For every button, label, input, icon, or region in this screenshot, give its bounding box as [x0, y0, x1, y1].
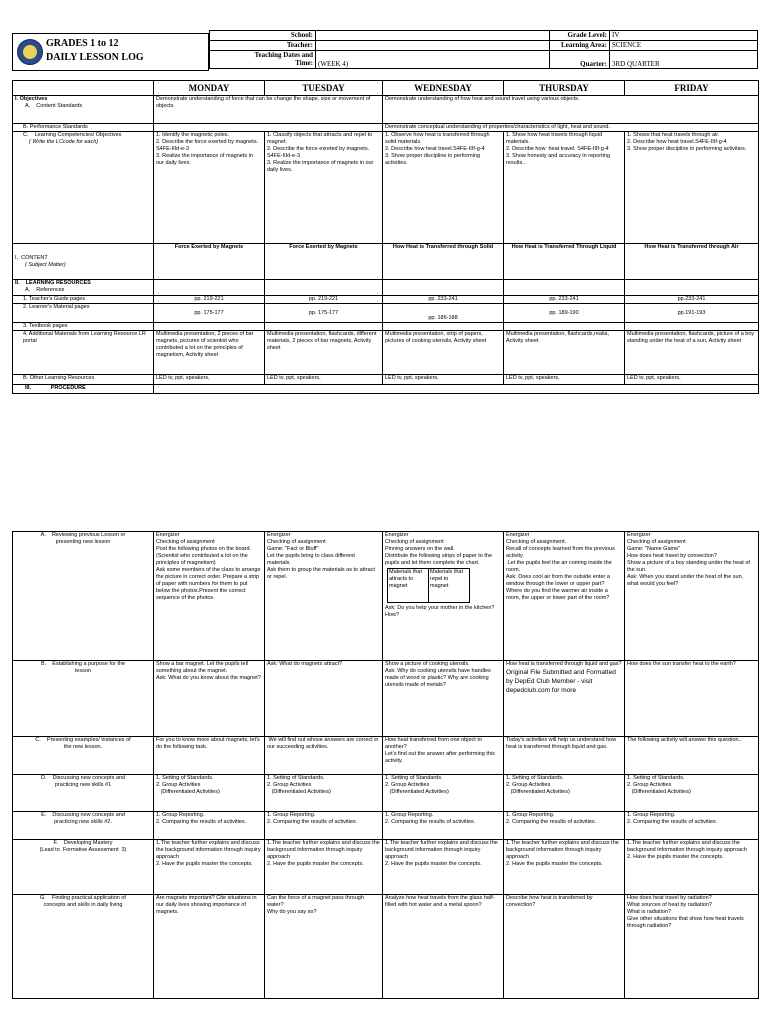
proc-f-wed: 1.The teacher further explains and discuss the background information through inquiry approach 2. Have the pupils master the concepts.: [383, 840, 504, 895]
content-mon: Force Exerted by Magnets: [154, 244, 265, 280]
proc-a-label-1: A. Reviewing previous Lesson or: [40, 532, 126, 538]
proc-f-row: [13, 840, 759, 895]
proc-f-tue: 1.The teacher further explains and discuss the background information through inquiry approach 2. Have the pupils master the concepts.: [265, 840, 383, 895]
comp-fri-2: 2. Describe how heat travel.S4FE-IIIf-g-4: [627, 139, 727, 145]
day-wednesday: WEDNESDAY: [383, 81, 504, 96]
proc-d-row: [13, 775, 759, 812]
other-thu: LED tv, ppt, speakers,: [504, 375, 625, 385]
additional-wed: Multimedia presentation, strip of papers, pictures of cooking utensils, Activity sheet: [383, 331, 504, 375]
proc-c-label: [13, 737, 154, 775]
subject-matter-note: ( Subject Matter): [25, 261, 66, 268]
quarter-label: Quarter:: [550, 51, 610, 69]
proc-e-label-1: E. Discussing new concepts and: [41, 812, 125, 818]
proc-c-mon: For you to know more about magnets, let's do the following task.: [154, 737, 265, 775]
day-header-row: [13, 81, 759, 96]
proc-b-thu-text: How heat is transferred through liquid and gas?: [506, 661, 622, 667]
content-fri: How Heat is Transferred through Air: [625, 244, 759, 280]
chart-repel-header: Materials that repel to magnet: [429, 569, 470, 603]
day-thursday: THURSDAY: [504, 81, 625, 96]
procedure-num: III.: [25, 385, 32, 391]
resources-label: [13, 280, 154, 296]
performance-standards-row: [13, 124, 759, 132]
teacher-label: Teacher:: [210, 41, 316, 51]
proc-d-label-2: practicing new skills #1: [54, 782, 112, 788]
content-std-label: A. Content Standards: [25, 103, 83, 109]
proc-a-fri: Energizer Checking of assignment Game: "Name Game" How does heat travel by convection? Show a picture of a boy standing under the heat of the sun. Ask: When you stand under the heat of the sun, what would you feel?: [625, 532, 759, 661]
title-line2: DAILY LESSON LOG: [46, 52, 144, 63]
textbook-tue: [265, 323, 383, 331]
resources-wed: [383, 280, 504, 296]
objectives-label: [13, 96, 154, 124]
proc-c-label-2: the new lesson.: [63, 744, 103, 750]
procedure-row: [13, 385, 759, 394]
proc-d-fri: 1. Setting of Standards. 2. Group Activities (Differentiated Activities): [625, 775, 759, 812]
proc-e-mon: 1. Group Reporting. 2. Comparing the results of activities.: [154, 812, 265, 840]
proc-f-label: [13, 840, 154, 895]
textbook-row: [13, 323, 759, 331]
tg-thu: pp. 233-241: [504, 296, 625, 304]
resources-row: [13, 280, 759, 296]
content-row: [13, 244, 759, 280]
proc-d-label-1: D. Discussing new concepts and: [40, 775, 126, 781]
other-tue: LED tv, ppt, speakers,: [265, 375, 383, 385]
proc-d-tue: 1. Setting of Standards. 2. Group Activities (Differentiated Activities): [265, 775, 383, 812]
proc-c-label-1: C. Presenting examples/ instances of: [35, 737, 131, 743]
proc-g-fri: How does heat travel by radiation? What sources of heat by radiation? What is radiation? Give other situations that show how heat travels through radiation?: [625, 895, 759, 999]
quarter-value: 3RD QUARTER: [610, 51, 758, 69]
grade-value: IV: [610, 31, 758, 41]
competencies-wed: [383, 132, 504, 244]
comp-tue-2: 2. Describe the force exreted by magnets. S4FE-IIId-e-3: [267, 146, 371, 159]
proc-g-wed: Analyze how heat travels from the glass half-filled with hot water and a metal spoon?: [383, 895, 504, 999]
lm-thu: pp. 189-190: [504, 304, 625, 323]
proc-b-label: [13, 661, 154, 737]
lm-tue: pp. 175-177: [265, 304, 383, 323]
proc-b-row: [13, 661, 759, 737]
proc-e-row: [13, 812, 759, 840]
proc-b-label-1: B. Establishing a purpose for the: [40, 661, 126, 667]
lm-mon: pp. 175-177: [154, 304, 265, 323]
proc-a-label: [13, 532, 154, 661]
lm-row: [13, 304, 759, 323]
day-tuesday: TUESDAY: [265, 81, 383, 96]
comp-mon-1: 1. Identify the magnetic poles.: [156, 132, 230, 138]
procedure-heading: PROCEDURE: [50, 385, 86, 391]
dates-label-line2: Time:: [295, 59, 313, 67]
blank-corner: [13, 81, 154, 96]
proc-g-tue: Can the force of a magnet pass through water? Why do you say so?: [265, 895, 383, 999]
competencies-fri: [625, 132, 759, 244]
dates-label: [210, 51, 316, 69]
content-wed: How Heat is Transferred through Solid: [383, 244, 504, 280]
content-std-wed-fri: Demonstrate understanding of how heat and sound travel using various objects.: [383, 96, 759, 124]
proc-g-mon: Are magnets important? Cite situations in our daily lives showing importance of magnets.: [154, 895, 265, 999]
resources-heading: II. LEARNING RESOURCES: [15, 280, 91, 286]
proc-f-label-1: F. Developing Mastery: [53, 840, 113, 846]
comp-mon-3: 3. Realize the importance of magnets in our daily lives.: [156, 153, 255, 166]
textbook-thu: [504, 323, 625, 331]
content-heading: I. CONTENT: [15, 254, 48, 261]
competencies-mon: [154, 132, 265, 244]
textbook-fri: [625, 323, 759, 331]
proc-e-label-2: practicing new skills #2.: [54, 819, 112, 825]
other-fri: LED tv, ppt, speakers,: [625, 375, 759, 385]
header-title-box: [12, 33, 209, 71]
comp-wed-1: 1. Observe how heat is transferred through solid materials.: [385, 132, 492, 145]
proc-b-label-2: lesson: [75, 668, 91, 674]
proc-f-thu: 1.The teacher further explains and discuss the background information through inquiry approach 2. Have the pupils master the concepts.: [504, 840, 625, 895]
comp-thu-2: 2. Describe how heat travel. S4FE-IIIf-g-4: [506, 146, 609, 152]
comp-mon-2: 2. Describe the force exerted by magnets. S4FE-IIId-e-3: [156, 139, 260, 152]
proc-a-wed: [383, 532, 504, 661]
resources-thu: [504, 280, 625, 296]
lesson-log-table-procedure: [12, 531, 759, 999]
proc-a-wed-text: Energizer Checking of assignment Pinning answers on the wall. Distribute the following strips of paper to the pupils and let them complete the chart.: [385, 532, 493, 566]
perf-std-mon-tue: [154, 124, 383, 132]
additional-thu: Multimedia presentation, flashcards,realia, Activity sheet: [504, 331, 625, 375]
attract-repel-chart: [387, 568, 470, 603]
header-info-table: [209, 30, 758, 69]
proc-c-fri: The following activity will answer this question..: [625, 737, 759, 775]
tg-tue: pp. 219-221: [265, 296, 383, 304]
proc-f-mon: 1.The teacher further explains and discuss the background information through inquiry approach 2. Have the pupils master the concepts.: [154, 840, 265, 895]
other-row: [13, 375, 759, 385]
proc-c-row: [13, 737, 759, 775]
title-line1: GRADES 1 to 12: [46, 38, 119, 49]
tg-mon: pp. 219-221: [154, 296, 265, 304]
proc-c-wed: How heat transferred from one object to another? Let's find out the answer after performing this activity.: [383, 737, 504, 775]
perf-std-label: B. Performance Standards: [13, 124, 154, 132]
content-std-mon-tue: Demonstrate understanding of force that can be change the shape, size or movement of objects.: [154, 96, 383, 124]
proc-d-mon: 1. Setting of Standards. 2. Group Activities (Differentiated Activities): [154, 775, 265, 812]
other-mon: LED tv, ppt, speakers,: [154, 375, 265, 385]
proc-d-label: [13, 775, 154, 812]
proc-e-wed: 1. Group Reporting. 2. Comparing the results of activities.: [383, 812, 504, 840]
resources-fri: [625, 280, 759, 296]
procedure-blank: [154, 385, 759, 394]
resources-mon: [154, 280, 265, 296]
proc-a-thu: Energizer Checking of assignment. Recall of concepts learned from the previous activity. Let the pupils feel the air coming inside the room. Ask: Does cool air from the outside enter a window through the lower or upper part? Where do you find the warmer air inside a room, the upper or lower part of the room?: [504, 532, 625, 661]
lccode-note: ( Write the LCcode for each): [29, 139, 99, 145]
comp-tue-1: 1. Classify objects that attracts and repel to magnet.: [267, 132, 374, 145]
resources-tue: [265, 280, 383, 296]
proc-e-label: [13, 812, 154, 840]
additional-label: 4. Additional Materials from Learning Resource LR portal: [13, 331, 154, 375]
school-label: School:: [210, 31, 316, 41]
content-label: [13, 244, 154, 280]
tg-fri: pp.233-241: [625, 296, 759, 304]
area-label: Learning Area:: [550, 41, 610, 51]
area-value: SCIENCE: [610, 41, 758, 51]
lm-wed: pp. 186-188: [383, 304, 504, 323]
references-label: A. References: [25, 287, 65, 293]
tg-label: 1. Teacher's Guide pages: [13, 296, 154, 304]
proc-c-tue: We will find out whose answers are correct in our succeeding activities.: [265, 737, 383, 775]
lesson-log-table-top: [12, 80, 759, 394]
competencies-thu: [504, 132, 625, 244]
competencies-heading: C. Learning Competencies/ Objectives: [23, 132, 122, 138]
proc-g-thu: Describe how heat is transferred by convection?: [504, 895, 625, 999]
deped-seal-icon: [17, 39, 43, 65]
proc-b-mon: Show a bar magnet. Let the pupils tell something about the magnet. Ask: What do you know about the magnet?: [154, 661, 265, 737]
proc-b-thu: [504, 661, 625, 737]
proc-f-label-2: (Lead to Formative Assessment 3): [39, 847, 127, 853]
proc-g-label-2: concepts and skills in daily living: [43, 902, 123, 908]
tg-wed: pp. 233-241: [383, 296, 504, 304]
other-label: B. Other Learning Resources: [13, 375, 154, 385]
grade-label: Grade Level:: [550, 31, 610, 41]
teacher-value: [316, 41, 550, 51]
perf-std-wed-fri: Demonstrate conceptual understanding of properties/characteristics of light, heat and sound.: [383, 124, 759, 132]
competencies-tue: [265, 132, 383, 244]
proc-b-tue: Ask: What do magnets attract?: [265, 661, 383, 737]
proc-a-tue: Energizer Checking of assignment Game: "Fact or Bluff" Let the pupils bring to class different materials. Ask them to group the materials as to attract or repel.: [265, 532, 383, 661]
proc-b-wed: Show a picture of cooking utensils. Ask: Why do cooking utensils have handles made of wood or plastic? Why are cooking utensils made of metals?: [383, 661, 504, 737]
textbook-label: 3. Textbook pages: [13, 323, 154, 331]
competencies-row: [13, 132, 759, 244]
procedure-label: [13, 385, 154, 394]
day-friday: FRIDAY: [625, 81, 759, 96]
day-monday: MONDAY: [154, 81, 265, 96]
proc-e-thu: 1. Group Reporting. 2. Comparing the results of activities.: [504, 812, 625, 840]
proc-c-thu: Today's activities will help us understand how heat is transferred through liquid and gas.: [504, 737, 625, 775]
additional-fri: Multimedia presentation, flashcards, picture of a boy standing under the heat of a sun, Activity sheet: [625, 331, 759, 375]
chart-attract-header: Materials that attracts to magnet: [388, 569, 429, 603]
comp-thu-3: 3. Show honesty and accuracy in reporting results..: [506, 153, 612, 166]
dates-label-line1: Teaching Dates and: [254, 51, 313, 59]
tg-row: [13, 296, 759, 304]
additional-row: [13, 331, 759, 375]
proc-a-mon: Energizer Checking of assignment Post the following photos on the board. (Scientist who contributed a lot on the principles of magnetism) Ask some members of the class to arrange the picture in correct order. Prepare a strip of paper with numbers for them to put below the photos.Present the correct sequence of the photos.: [154, 532, 265, 661]
proc-a-row: [13, 532, 759, 661]
other-wed: LED tv, ppt, speakers,: [383, 375, 504, 385]
additional-mon: Multimedia presentation, 2 pieces of bar magnets, pictures of scientist who contributed a lot on the principles of magnetism, Activity sheet: [154, 331, 265, 375]
comp-thu-1: 1. Show how heat travels through liquid materials.: [506, 132, 604, 145]
school-value: [316, 31, 550, 41]
objectives-heading: I. Objectives: [15, 96, 48, 102]
content-thu: How Heat is Transferred Through Liquid: [504, 244, 625, 280]
lm-fri: pp.191-193: [625, 304, 759, 323]
dates-value: (WEEK 4): [316, 51, 550, 69]
proc-g-label: [13, 895, 154, 999]
proc-e-fri: 1. Group Reporting. 2. Comparing the results of activities.: [625, 812, 759, 840]
proc-g-row: [13, 895, 759, 999]
proc-a-wed-question: Ask: Do you help your mother in the kitchen? How?: [385, 605, 496, 618]
comp-tue-3: 3. Realize the importance of magnets in our daily lives.: [267, 160, 375, 173]
comp-wed-2: 2. Describe how heat travel.S4FE-IIIf-g-4: [385, 146, 485, 152]
content-tue: Force Exerted by Magnets: [265, 244, 383, 280]
comp-fri-3: 3. Show proper discipline in performing activities.: [627, 146, 747, 152]
comp-wed-3: 3. Show proper discipline in performing activities.: [385, 153, 482, 166]
proc-e-tue: 1. Group Reporting. 2. Comparing the results of activities.: [265, 812, 383, 840]
textbook-mon: [154, 323, 265, 331]
content-standards-row: [13, 96, 759, 124]
proc-g-label-1: G. Finding practical application of: [40, 895, 126, 901]
additional-tue: Multimedia presentation, flashcards, different materials, 2 pieces of bar magnets, Activity sheet: [265, 331, 383, 375]
proc-f-fri: 1.The teacher further explains and discuss the background information through inquiry approach 2. Have the pupils master the concepts.: [625, 840, 759, 895]
comp-fri-1: 1. Shows that heat travels through air.: [627, 132, 720, 138]
lm-label: 2. Learner's Material pages: [13, 304, 154, 323]
proc-d-thu: 1. Setting of Standards. 2. Group Activities (Differentiated Activities): [504, 775, 625, 812]
textbook-wed: [383, 323, 504, 331]
proc-a-label-2: presenting new lesson: [55, 539, 111, 545]
deped-club-notice: Original File Submitted and Formatted by DepEd Club Member - visit depedclub.com for more: [506, 669, 618, 694]
proc-b-fri: How does the sun transfer heat to the earth?: [625, 661, 759, 737]
competencies-label: [13, 132, 154, 244]
proc-d-wed: 1. Setting of Standards. 2. Group Activities (Differentiated Activities): [383, 775, 504, 812]
